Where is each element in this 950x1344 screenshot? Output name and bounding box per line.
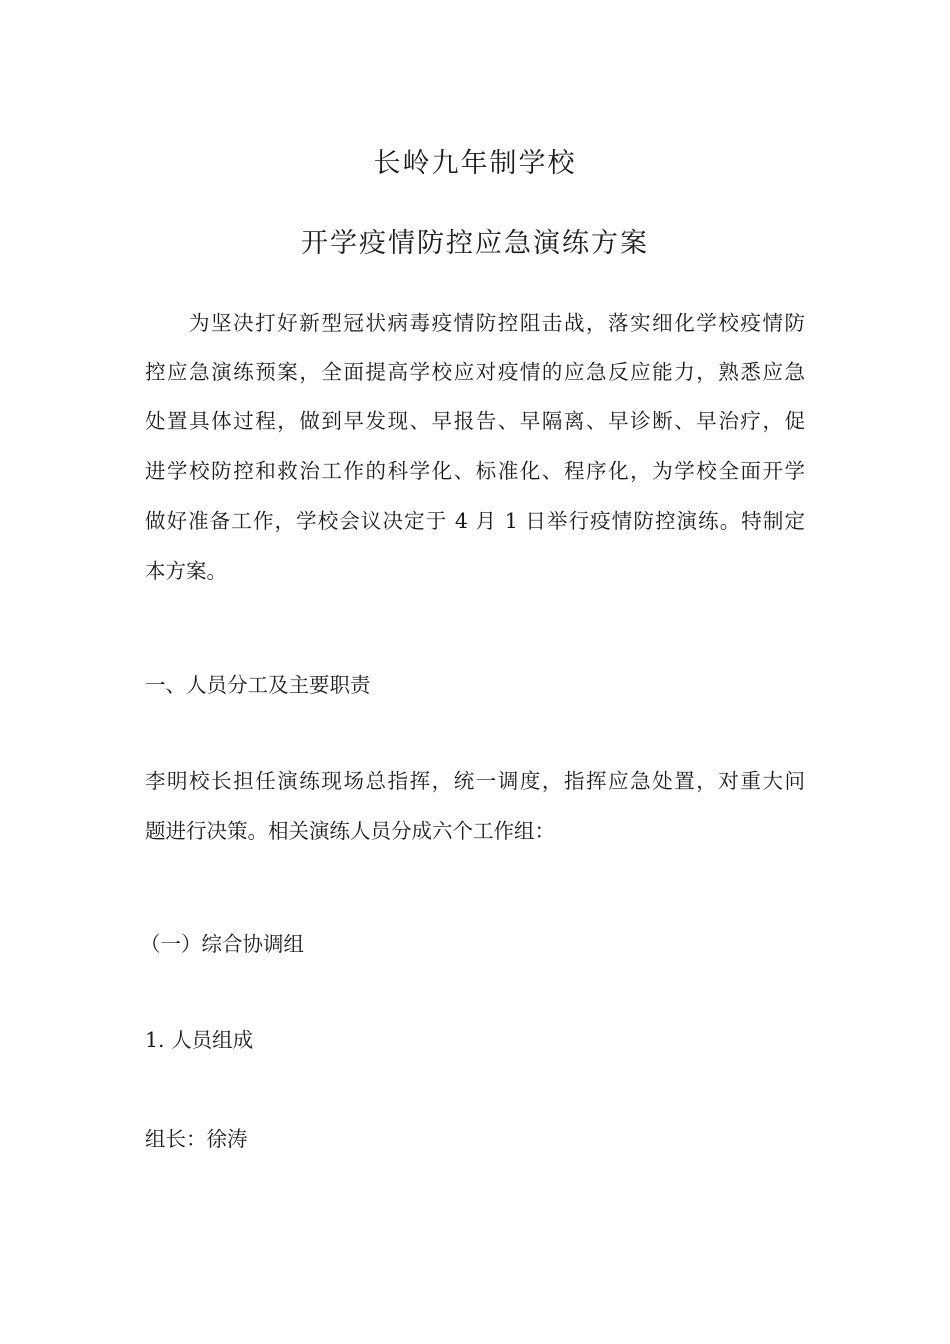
- subheading-personnel: 1. 人员组成: [145, 1028, 254, 1052]
- school-title: 长岭九年制学校: [373, 148, 577, 179]
- section-heading: 一、人员分工及主要职责: [145, 673, 371, 697]
- paragraph-line: 李明校长担任演练现场总指挥，统一调度，指挥应急处置，对重大问: [145, 769, 805, 793]
- paragraph-line: 为坚决打好新型冠状病毒疫情防控阻击战，落实细化学校疫情防: [189, 311, 805, 335]
- paragraph-line: 进学校防控和救治工作的科学化、标准化、程序化，为学校全面开学: [145, 459, 805, 483]
- paragraph-line: 控应急演练预案，全面提高学校应对疫情的应急反应能力，熟悉应急: [145, 360, 805, 384]
- plan-title: 开学疫情防控应急演练方案: [301, 228, 649, 259]
- paragraph-line: 本方案。: [145, 559, 227, 583]
- group-heading: （一）综合协调组: [140, 932, 304, 956]
- group-leader: 组长：徐涛: [145, 1127, 248, 1151]
- paragraph-line: 做好准备工作，学校会议决定于 4 月 1 日举行疫情防控演练。特制定: [145, 509, 805, 533]
- paragraph-line: 题进行决策。相关演练人员分成六个工作组：: [145, 819, 555, 843]
- paragraph-line: 处置具体过程，做到早发现、早报告、早隔离、早诊断、早治疗，促: [145, 409, 805, 433]
